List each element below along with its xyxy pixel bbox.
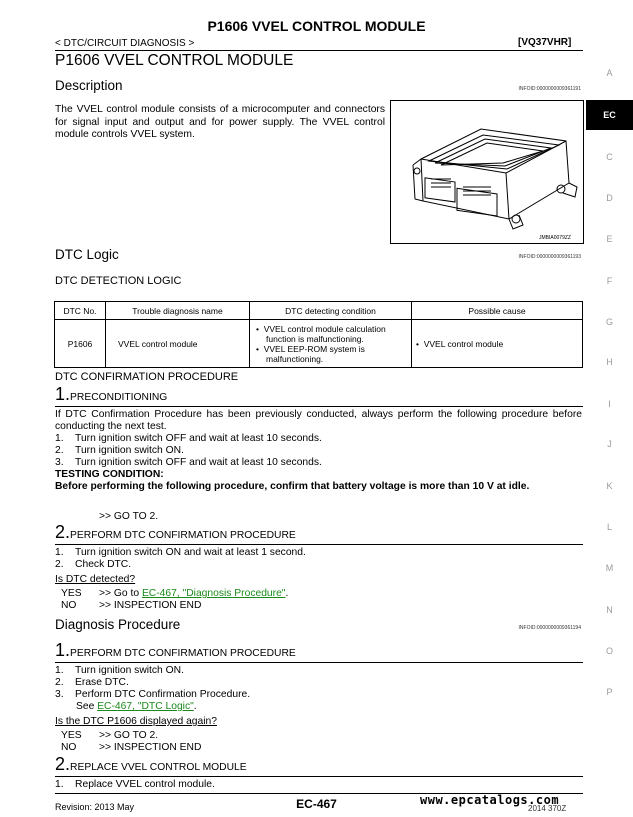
tab-d[interactable]: D — [606, 193, 613, 203]
table-header-row — [55, 302, 583, 320]
cell-trouble-name: VVEL control module — [106, 320, 250, 368]
tab-i[interactable]: I — [608, 399, 611, 409]
figure-code: JMBIA0079ZZ — [539, 235, 571, 241]
yes-action: >> GO TO 2. — [99, 730, 159, 741]
list-item: 3. Perform DTC Confirmation Procedure. — [55, 689, 251, 700]
list-item: 1. Replace VVEL control module. — [55, 779, 215, 790]
list-item: 2. Turn ignition switch ON. — [55, 445, 184, 456]
step-text: If DTC Confirmation Procedure has been previously conducted, always perform the following procedure before conducting the next test. — [55, 409, 582, 432]
list-item: 3. Turn ignition switch OFF and wait at least 10 seconds. — [55, 457, 322, 468]
page-title: P1606 VVEL CONTROL MODULE — [207, 18, 426, 34]
dtc-detection-logic-heading: DTC DETECTION LOGIC — [55, 275, 182, 287]
no-label: NO — [61, 600, 77, 611]
step-rule — [55, 544, 583, 545]
dtc-logic-heading: DTC Logic — [55, 247, 119, 262]
step-heading: 2.REPLACE VVEL CONTROL MODULE — [55, 754, 247, 774]
breadcrumb: < DTC/CIRCUIT DIAGNOSIS > — [55, 38, 195, 49]
list-item: 2. Erase DTC. — [55, 677, 129, 688]
header-rule — [55, 50, 583, 51]
tab-l[interactable]: L — [606, 522, 612, 532]
tab-e[interactable]: E — [606, 234, 613, 244]
confirmation-heading: DTC CONFIRMATION PROCEDURE — [55, 371, 239, 383]
tab-n[interactable]: N — [606, 605, 613, 615]
diagnosis-heading: Diagnosis Procedure — [55, 617, 181, 632]
question-text: Is DTC detected? — [55, 574, 136, 585]
yes-label: YES — [61, 730, 82, 741]
testing-condition-label: TESTING CONDITION: — [55, 469, 164, 480]
list-item: 1. Turn ignition switch OFF and wait at least 10 seconds. — [55, 433, 322, 444]
watermark: www.epcatalogs.com — [420, 793, 560, 807]
step-rule — [55, 776, 583, 777]
condition-item: • VVEL control module calculation function is malfunctioning. — [256, 323, 386, 344]
list-item: 1. Turn ignition switch ON. — [55, 665, 184, 676]
info-id: INFOID:0000000009361194 — [518, 625, 581, 631]
info-id: INFOID:0000000009361193 — [518, 254, 581, 260]
no-action: >> INSPECTION END — [99, 742, 202, 753]
tab-g[interactable]: G — [605, 317, 613, 327]
dtc-logic-link[interactable]: EC-467, "DTC Logic" — [97, 701, 194, 712]
cell-possible-cause: • VVEL control module — [412, 320, 583, 368]
description-text: The VVEL control module consists of a microcomputer and connectors for signal input and output and for power supply. The VVEL control module controls VVEL system. — [55, 104, 385, 140]
tab-ec[interactable]: EC — [586, 100, 633, 130]
tab-j[interactable]: J — [607, 439, 612, 449]
tab-p[interactable]: P — [606, 687, 613, 697]
step-heading: 2.PERFORM DTC CONFIRMATION PROCEDURE — [55, 522, 296, 542]
diagnosis-procedure-link[interactable]: EC-467, "Diagnosis Procedure" — [141, 588, 286, 599]
no-label: NO — [61, 742, 77, 753]
tab-k[interactable]: K — [606, 481, 613, 491]
goto-text: >> GO TO 2. — [99, 511, 159, 522]
yes-action: >> Go to EC-467, "Diagnosis Procedure". — [99, 588, 289, 599]
col-trouble-name: Trouble diagnosis name — [106, 302, 250, 320]
col-dtc-no: DTC No. — [55, 302, 106, 320]
condition-item: • VVEL EEP-ROM system is malfunctioning. — [256, 343, 365, 364]
tab-m[interactable]: M — [605, 563, 614, 573]
tab-o[interactable]: O — [605, 646, 613, 656]
year-model: 2014 370Z — [528, 804, 567, 813]
col-possible-cause: Possible cause — [412, 302, 583, 320]
step-rule — [55, 662, 583, 663]
step-heading: 1.PRECONDITIONING — [55, 384, 168, 404]
yes-label: YES — [61, 588, 82, 599]
description-heading: Description — [55, 78, 123, 93]
info-id: INFOID:0000000009361191 — [518, 86, 581, 92]
step-rule — [55, 406, 583, 407]
step-heading: 1.PERFORM DTC CONFIRMATION PROCEDURE — [55, 640, 296, 660]
col-detecting-condition: DTC detecting condition — [250, 302, 412, 320]
model-label: [VQ37VHR] — [518, 37, 572, 48]
cell-detecting-condition — [250, 320, 412, 368]
list-item: 2. Check DTC. — [55, 559, 132, 570]
see-reference: See EC-467, "DTC Logic". — [76, 701, 197, 712]
dtc-table — [54, 301, 583, 368]
table-row — [55, 320, 583, 368]
question-text: Is the DTC P1606 displayed again? — [55, 716, 217, 727]
tab-c[interactable]: C — [606, 152, 613, 162]
vvel-module-illustration — [391, 101, 583, 243]
tab-a[interactable]: A — [606, 68, 613, 78]
tab-f[interactable]: F — [606, 276, 613, 286]
page-number: EC-467 — [296, 797, 337, 811]
testing-condition-text: Before performing the following procedure, confirm that battery voltage is more than 10 V at idle. — [55, 481, 530, 492]
tab-h[interactable]: H — [606, 357, 613, 367]
revision-label: Revision: 2013 May — [55, 802, 135, 812]
no-action: >> INSPECTION END — [99, 600, 202, 611]
section-title: P1606 VVEL CONTROL MODULE — [55, 52, 294, 69]
list-item: 1. Turn ignition switch ON and wait at least 1 second. — [55, 547, 306, 558]
cell-dtc-no: P1606 — [55, 320, 106, 368]
module-figure — [390, 100, 584, 244]
